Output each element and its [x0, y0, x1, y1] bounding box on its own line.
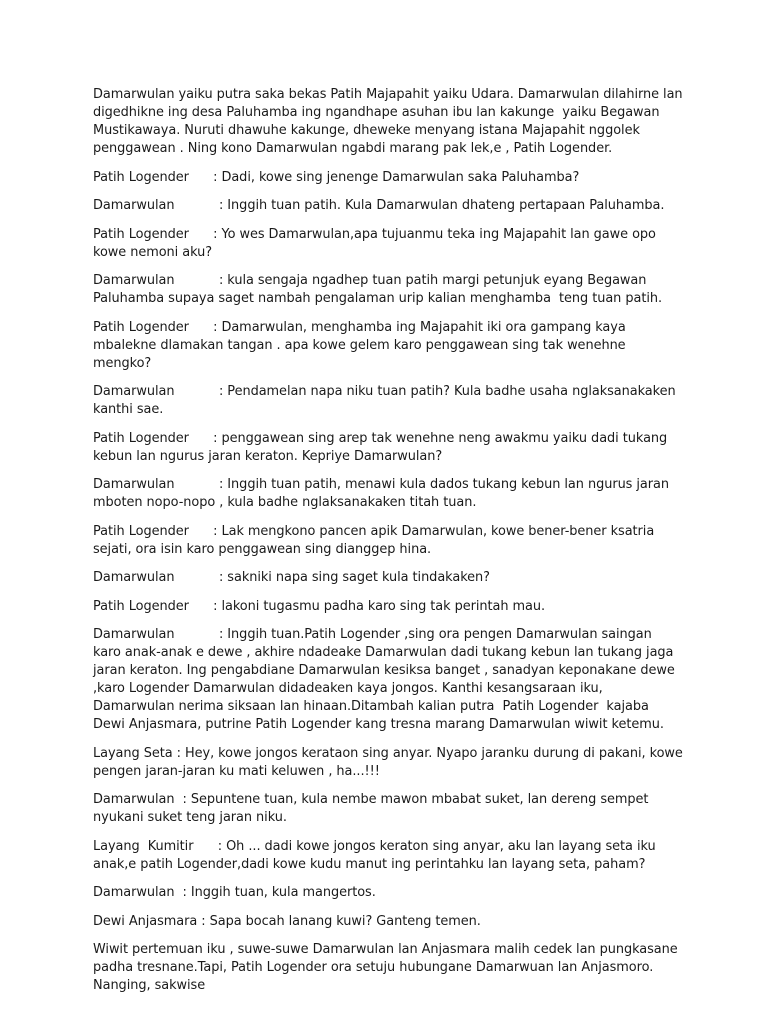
dialogue-line: Damarwulan : kula sengaja ngadhep tuan patih margi petunjuk eyang Begawan Paluhamba supaya saget nambah pengalaman urip kalian menghamba teng tuan patih.	[93, 273, 663, 306]
intro-paragraph: Damarwulan yaiku putra saka bekas Patih Majapahit yaiku Udara. Damarwulan dilahirne lan digedhikne ing desa Paluhamba ing ngandhape asuhan ibu lan kakunge yaiku Begawan Mustikawaya. Nuruti dhawuhe kakunge, dheweke menyang istana Majapahit nggolek penggawean . Ning kono Damarwulan ngabdi marang pak lek,e , Patih Logender.	[93, 87, 687, 156]
dialogue-line: Patih Logender : Damarwulan, menghamba ing Majapahit iki ora gampang kaya mbalekne dlamakan tangan . apa kowe gelem karo penggawean sing tak wenehne mengko?	[93, 319, 630, 371]
dialogue-line: Layang Kumitir : Oh ... dadi kowe jongos keraton sing anyar, aku lan layang seta iku anak,e patih Logender,dadi kowe kudu manut ing perintahku lan layang seta, paham?	[93, 838, 660, 872]
dialogue-line: Damarwulan : Pendamelan napa niku tuan patih? Kula badhe usaha nglaksanakaken kanthi sae.	[93, 384, 680, 417]
dialogue-line: Patih Logender : Lak mengkono pancen apik Damarwulan, kowe bener-bener ksatria sejati, ora isin karo penggawean sing dianggep hina.	[93, 523, 659, 557]
dialogue-line: Patih Logender : Dadi, kowe sing jenenge Damarwulan saka Paluhamba?	[93, 169, 580, 185]
document-page	[93, 86, 687, 1006]
dialogue-line: Damarwulan : Inggih tuan patih. Kula Damarwulan dhateng pertapaan Paluhamba.	[93, 198, 665, 213]
closing-paragraph: Wiwit pertemuan iku , suwe-suwe Damarwulan lan Anjasmara malih cedek lan pungkasane padha tresnane.Tapi, Patih Logender ora setuju hubungane Damarwuan lan Anjasmoro. Nanging, sakwise	[93, 942, 682, 993]
dialogue-line: Damarwulan : Sepuntene tuan, kula nembe mawon mbabat suket, lan dereng sempet nyukani suket teng jaran niku.	[93, 792, 653, 825]
dialogue-line: Layang Seta : Hey, kowe jongos kerataon sing anyar. Nyapo jaranku durung di pakani, kowe pengen jaran-jaran ku mati keluwen , ha...!!!	[93, 745, 687, 779]
dialogue-line: Damarwulan : Inggih tuan, kula mangertos.	[93, 885, 376, 900]
dialogue-line: Damarwulan : Inggih tuan.Patih Logender ,sing ora pengen Damarwulan saingan karo anak-anak e dewe , akhire ndadeake Damarwulan dadi tukang kebun lan tukang jaga jaran keraton. Ing pengabdiane Damarwulan kesiksa banget , sanadyan keponakane dewe ,karo Logender Damarwulan didadeaken kaya jongos. Kanthi kesangsaraan iku, Damarwulan nerima siksaan lan hinaan.Ditambah kalian putra Patih Logender kajaba Dewi Anjasmara, putrine Patih Logender kang tresna marang Damarwulan wiwit ketemu.	[93, 627, 679, 732]
dialogue-line: Dewi Anjasmara : Sapa bocah lanang kuwi? Ganteng temen.	[93, 913, 481, 929]
dialogue-line: Patih Logender : lakoni tugasmu padha karo sing tak perintah mau.	[93, 598, 546, 614]
dialogue-line: Damarwulan : sakniki napa sing saget kula tindakaken?	[93, 570, 490, 585]
dialogue-line: Patih Logender : Yo wes Damarwulan,apa tujuanmu teka ing Majapahit lan gawe opo kowe nemoni aku?	[93, 226, 660, 260]
dialogue-line: Damarwulan : Inggih tuan patih, menawi kula dados tukang kebun lan ngurus jaran mboten nopo-nopo , kula badhe nglaksanakaken titah tuan.	[93, 477, 674, 510]
dialogue-line: Patih Logender : penggawean sing arep tak wenehne neng awakmu yaiku dadi tukang kebun lan ngurus jaran keraton. Kepriye Damarwulan?	[93, 430, 672, 464]
